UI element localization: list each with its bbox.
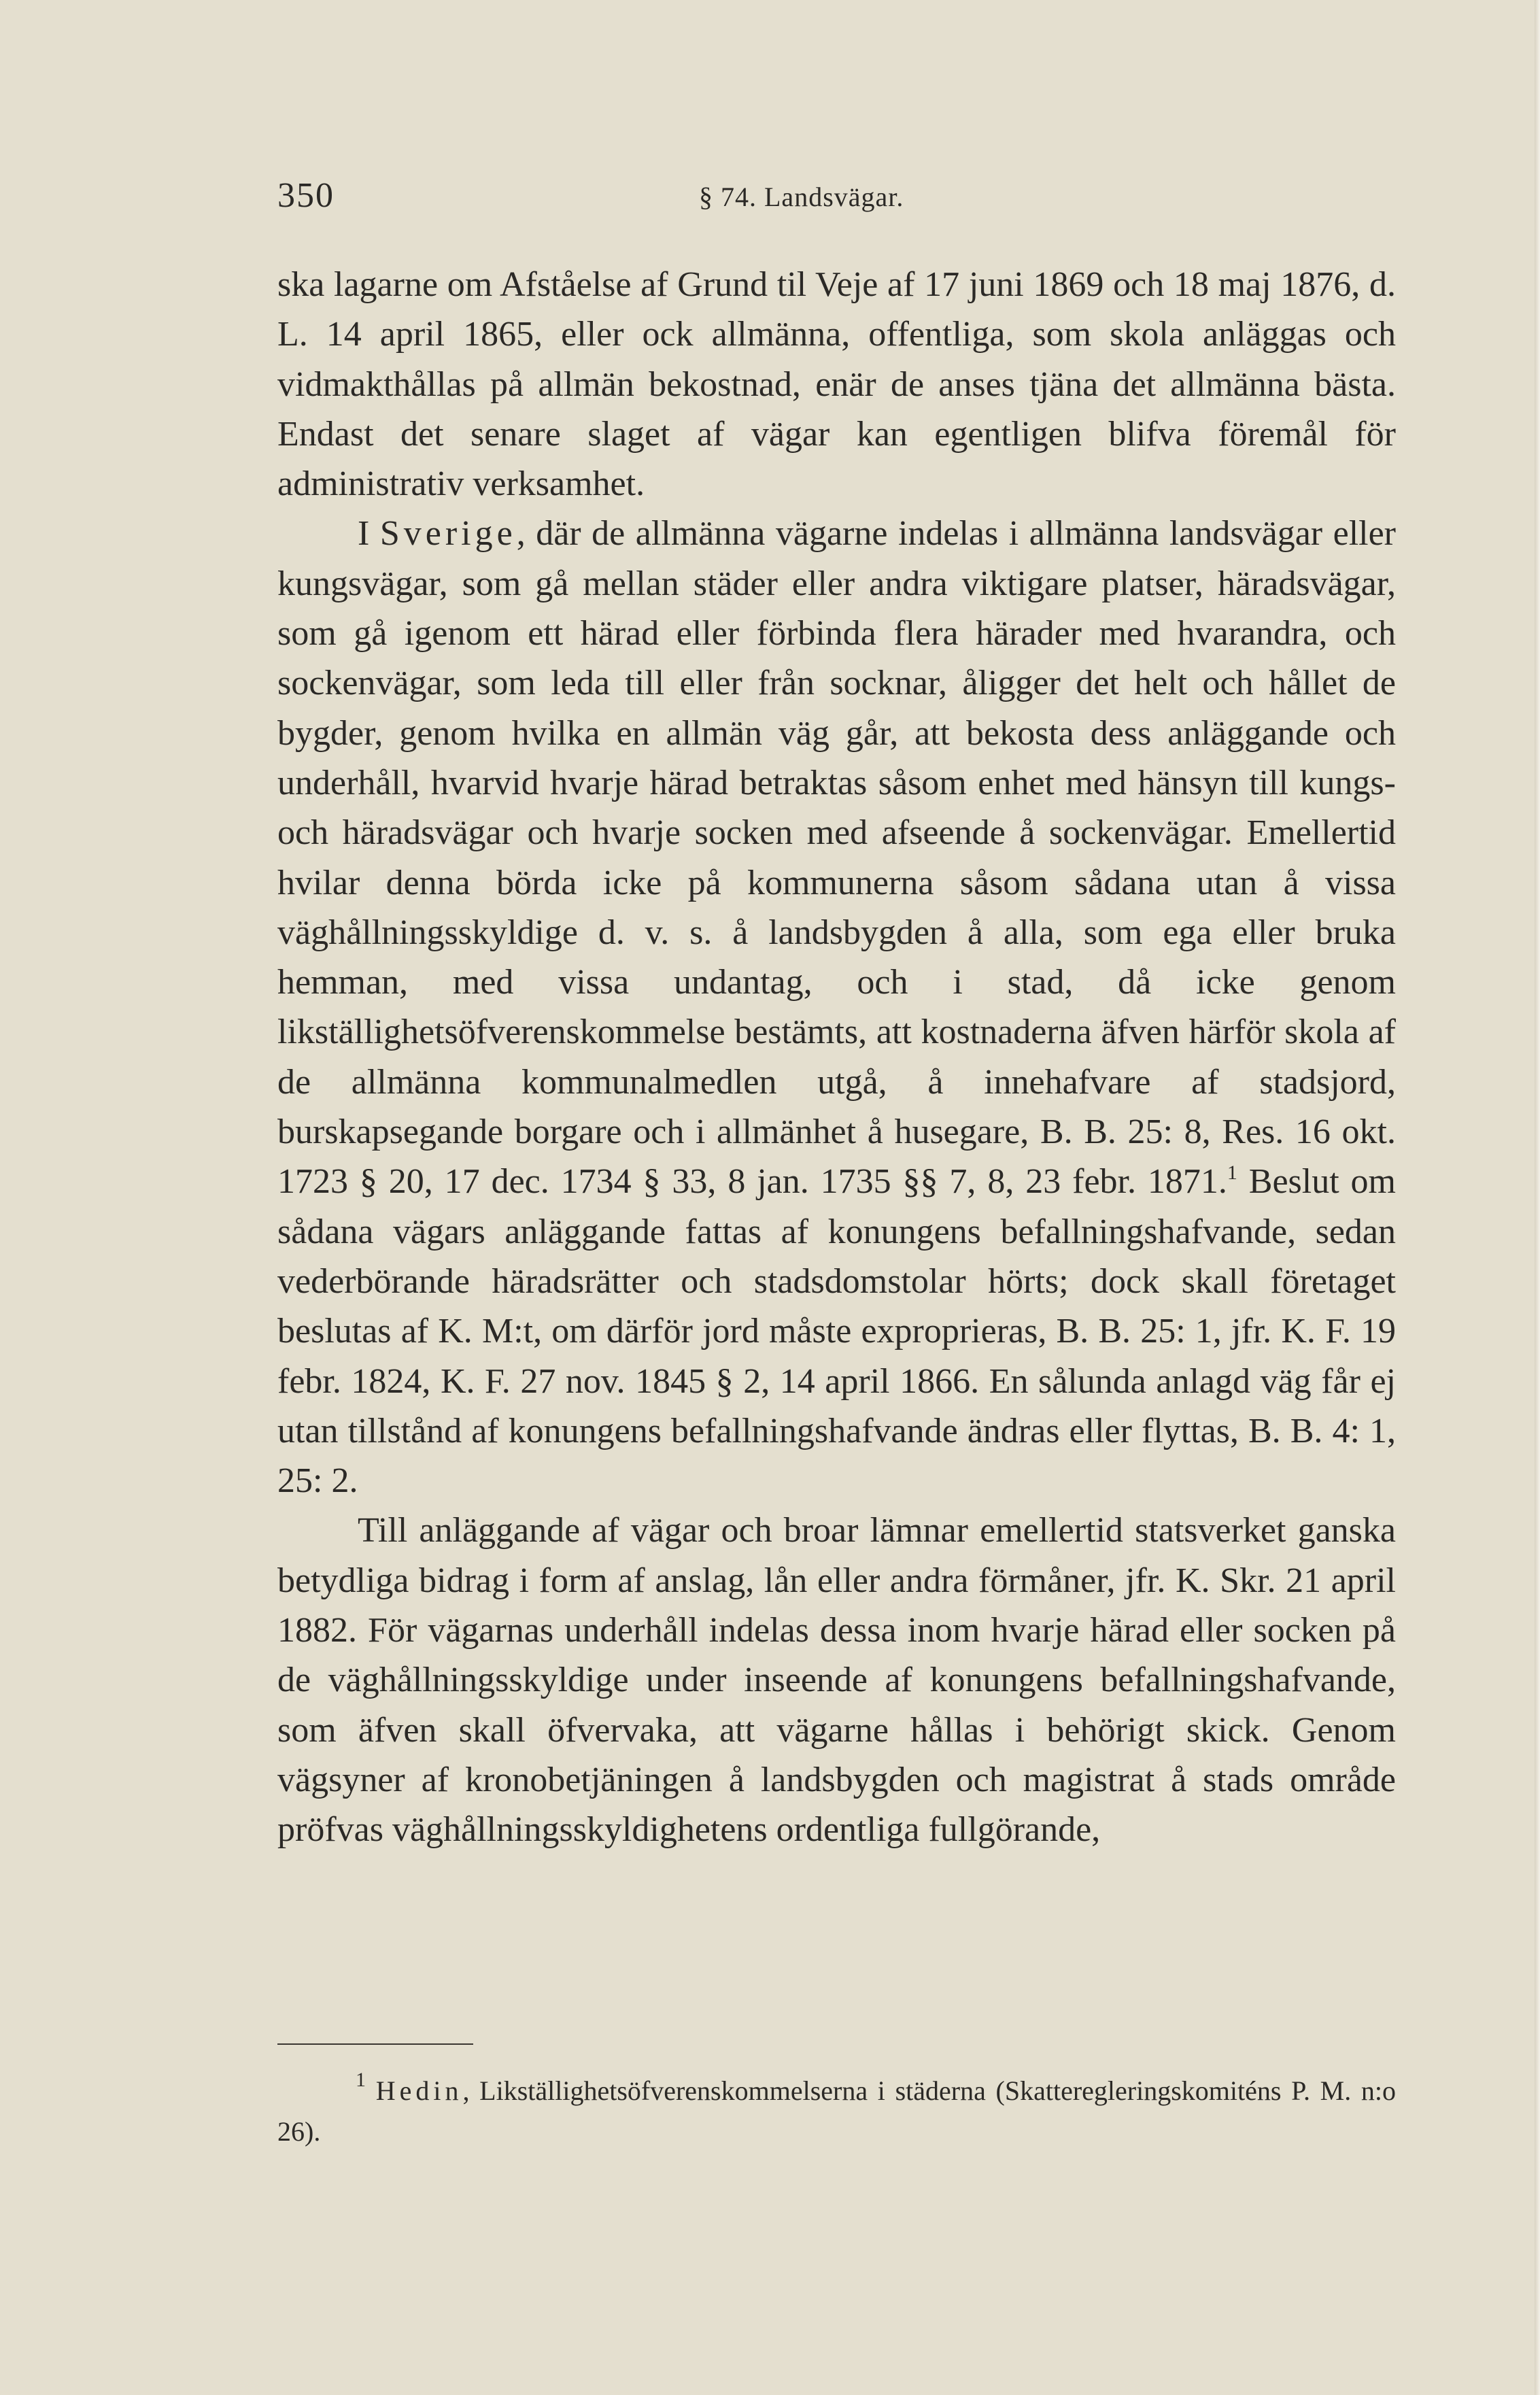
- page-edge: [1535, 0, 1540, 2395]
- footnote-author: Hedin: [375, 2075, 463, 2106]
- country-name-sverige: Sverige: [379, 514, 517, 554]
- footnote-marker: 1: [356, 2069, 366, 2091]
- footnote-reference: 1: [1227, 1161, 1237, 1185]
- section-title: § 74. Landsvägar.: [699, 182, 904, 212]
- paragraph-2: [277, 509, 1396, 1506]
- running-head: [277, 175, 1399, 216]
- paragraph-3: Till anläggande af vägar och broar lämnar emellertid statsverket ganska betydliga bidrag i form af anslag, lån eller andra förmåner, jfr. K. Skr. 21 april 1882. För vägarnas underhåll indelas dessa inom hvarje härad eller socken på de väghållningsskyldige under inseende af konungens befallningshafvande, som äfven skall öfvervaka, att vägarne hållas i behörigt skick. Genom vägsyner af kronobetjäningen å landsbygden och magistrat å stads område pröfvas väghållningsskyldighetens ordentliga fullgörande,: [277, 1511, 1396, 1850]
- footnote-1: [277, 2071, 1396, 2152]
- body-text: [277, 260, 1396, 1855]
- paragraph-2-text-a: , där de allmänna vägarne indelas i allmänna landsvägar eller kungsvägar, som gå mellan städer eller andra viktigare platser, häradsvägar, som gå igenom ett härad eller förbinda flera härader med hvarandra, och sockenvägar, som leda till eller från socknar, åligger det helt och hållet de bygder, genom hvilka en allmän väg går, att bekosta dess anläggande och underhåll, hvarvid hvarje härad betraktas såsom enhet med hänsyn till kungs- och häradsvägar och hvarje socken med afseende å sockenvägar. Emellertid hvilar denna börda icke på kommunerna såsom sådana utan å vissa väghållningsskyldige d. v. s. å landsbygden å alla, som ega eller bruka hemman, med vissa undantag, och i stad, då icke genom likställighetsöfverenskommelse bestämts, att kostnaderna äfven härför skola af de allmänna kommunalmedlen utgå, å innehafvare af stadsjord, burskapsegande borgare och i allmänhet å husegare, B. B. 25: 8, Res. 16 okt. 1723 § 20, 17 dec. 1734 § 33, 8 jan. 1735 §§ 7, 8, 23 febr. 1871.: [277, 514, 1397, 1202]
- paragraph-2-text-b: Beslut om sådana vägars anläggande fattas af konungens befallningshafvande, sedan vederbörande häradsrätter och stadsdomstolar hörts; dock skall företaget beslutas af K. M:t, om därför jord måste exproprieras, B. B. 25: 1, jfr. K. F. 19 febr. 1824, K. F. 27 nov. 1845 § 2, 14 april 1866. En sålunda anlagd väg får ej utan tillstånd af konungens befallningshafvande ändras eller flyttas, B. B. 4: 1, 25: 2.: [277, 1162, 1397, 1501]
- paragraph-1: ska lagarne om Afståelse af Grund til Veje af 17 juni 1869 och 18 maj 1876, d. L. 14 april 1865, eller ock allmänna, offentliga, som skola anläggas och vidmakthållas på allmän bekostnad, enär de anses tjäna det allmänna bästa. Endast det senare slaget af vägar kan egentligen blifva föremål för administrativ verksamhet.: [277, 265, 1396, 504]
- page-number: 350: [277, 176, 335, 215]
- paragraph-2-lead: I: [358, 514, 370, 554]
- footnote: [277, 2071, 1396, 2152]
- footnote-text: , Likställighetsöfverenskommelserna i städerna (Skatteregleringskomiténs P. M. n:o 26).: [277, 2075, 1396, 2147]
- footnote-divider: [277, 2043, 473, 2045]
